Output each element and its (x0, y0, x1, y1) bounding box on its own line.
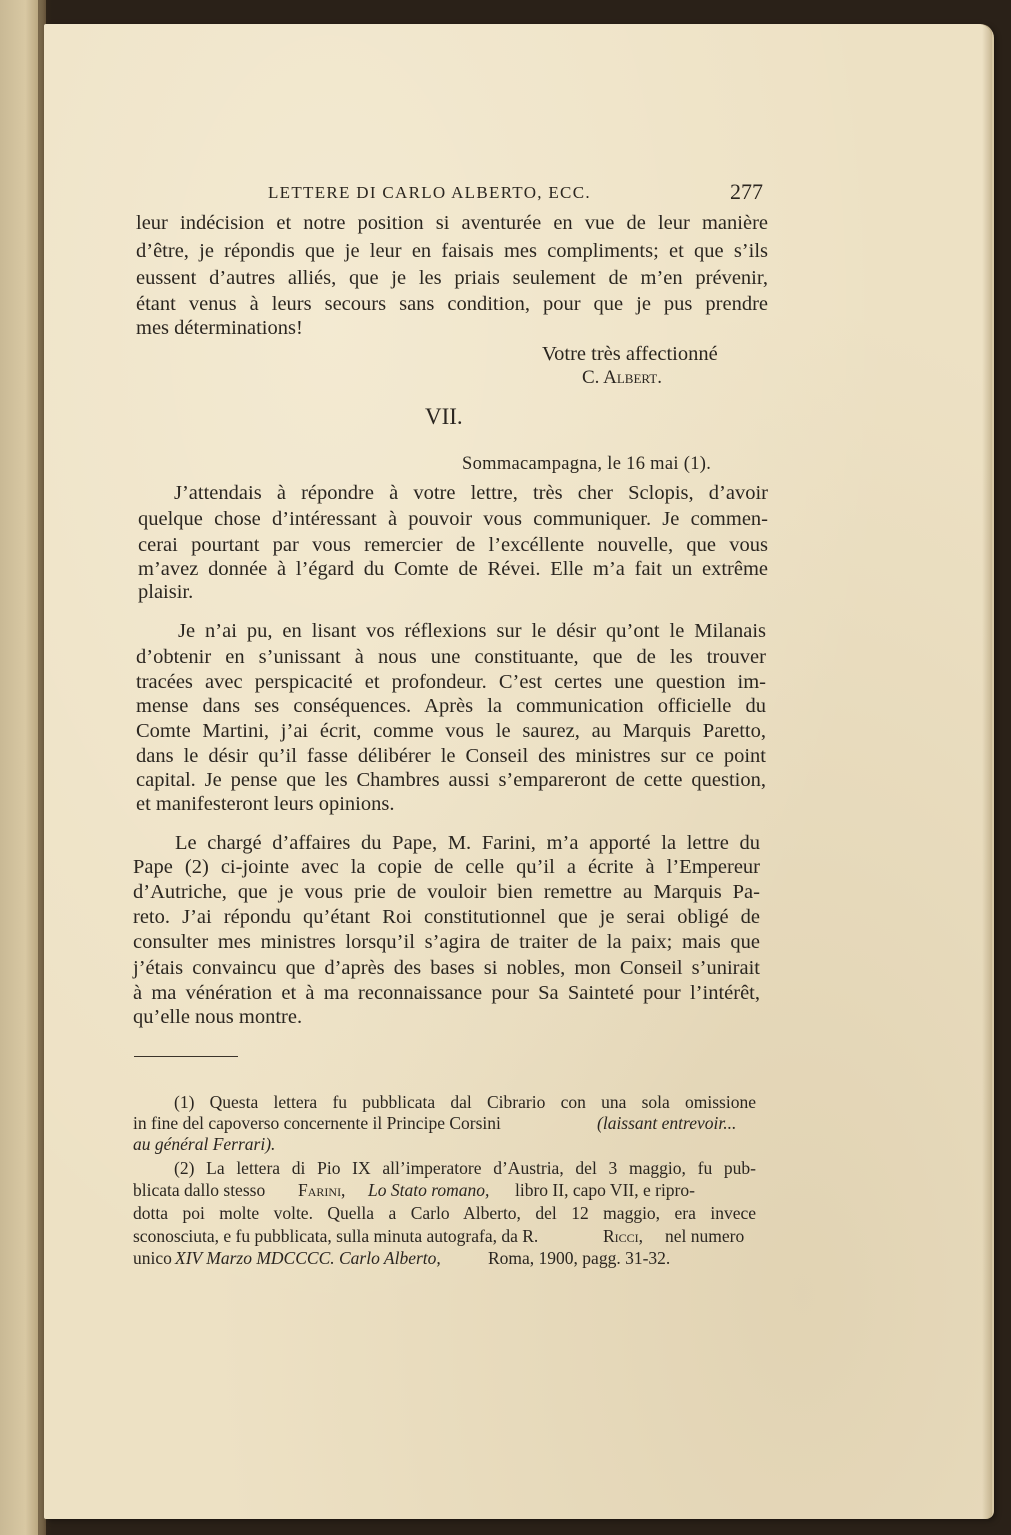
page-edge (982, 24, 992, 1519)
text-line: reto. J’ai répondu qu’étant Roi constitutionnel que je serai obligé de (133, 906, 760, 928)
signature: C. Albert. (582, 367, 662, 388)
text-line: dans le désir qu’il fasse délibérer le Conseil des ministres sur ce point (136, 745, 766, 767)
footnote-line: (1) Questa lettera fu pubblicata dal Cibrario con una sola omissione (174, 1092, 756, 1112)
footnote-line: Lo Stato romano, (368, 1180, 490, 1200)
text-line: eussent d’autres alliés, que je les priais seulement de m’en prévenir, (136, 267, 768, 289)
footnote-line: dotta poi molte volte. Quella a Carlo Alberto, del 12 maggio, era invece (133, 1203, 756, 1223)
text-line: leur indécision et notre position si aventurée en vue de leur manière (136, 212, 768, 234)
footnote-line: nel numero (665, 1226, 745, 1246)
footnote-line: Roma, 1900, pagg. 31-32. (488, 1248, 671, 1268)
page-number: 277 (730, 179, 763, 204)
footnote-line: au général Ferrari). (133, 1134, 276, 1154)
footnote-line: sconosciuta, e fu pubblicata, sulla minuta autografa, da R. (133, 1226, 539, 1246)
footnote-line: blicata dallo stesso (133, 1180, 266, 1200)
footnote-line: in fine del capoverso concernente il Principe Corsini (133, 1113, 501, 1133)
footnote-line: (laissant entrevoir... (597, 1113, 737, 1133)
text-line: tracées avec perspicacité et profondeur. C’est certes une question im- (136, 671, 766, 693)
text-line: cerai pourtant par vous remercier de l’excéllente nouvelle, que vous (138, 534, 768, 556)
text-line: capital. Je pense que les Chambres aussi s’empareront de cette question, (136, 769, 766, 791)
dateline: Sommacampagna, le 16 mai (1). (462, 454, 712, 474)
text-line: qu’elle nous montre. (133, 1006, 303, 1028)
running-head: LETTERE DI CARLO ALBERTO, ECC. (268, 183, 591, 202)
footnote-line: libro II, capo VII, e ripro- (515, 1180, 695, 1200)
salutation: Votre très affectionné (542, 343, 718, 365)
text-line: mes déterminations! (136, 317, 303, 339)
text-line: quelque chose d’intéressant à pouvoir vous communiquer. Je commen- (138, 508, 768, 530)
footnote-line: (2) La lettera di Pio IX all’imperatore d’Austria, del 3 maggio, fu pub- (174, 1158, 756, 1178)
text-line: Comte Martini, j’ai écrit, comme vous le saurez, au Marquis Paretto, (136, 720, 766, 742)
text-line: m’avez donnée à l’égard du Comte de Révei. Elle m’a fait un extrême (138, 558, 768, 580)
text-line: Pape (2) ci-jointe avec la copie de celle qu’il a écrite à l’Empereur (133, 856, 760, 878)
text-line: à ma vénération et à ma reconnaissance pour Sa Sainteté pour l’intérêt, (133, 982, 760, 1004)
section-number: VII. (425, 404, 463, 429)
text-line: consulter mes ministres lorsqu’il s’agira de traiter de la paix; mais que (133, 931, 760, 953)
text-line: Le chargé d’affaires du Pape, M. Farini, m’a apporté la lettre du (175, 832, 760, 854)
footnote-line: Ricci, (603, 1226, 644, 1246)
text-line: mense dans ses conséquences. Après la communication officielle du (136, 695, 766, 717)
text-line: d’obtenir en s’unissant à nous une constituante, que de les trouver (136, 646, 766, 668)
footnote-line: Farini, (298, 1180, 346, 1200)
text-line: plaisir. (138, 581, 194, 603)
text-line: et manifesteront leurs opinions. (136, 793, 395, 815)
text-line: j’étais convaincu que d’après des bases si nobles, mon Conseil s’unirait (133, 957, 760, 979)
text-line: d’Autriche, que je vous prie de vouloir bien remettre au Marquis Pa- (133, 881, 760, 903)
text-line: Je n’ai pu, en lisant vos réflexions sur le désir qu’ont le Milanais (178, 620, 766, 642)
footnote-rule (134, 1056, 238, 1057)
footnote-line: unico (133, 1248, 172, 1268)
text-line: d’être, je répondis que je leur en faisais mes compliments; et que s’ils (136, 240, 768, 262)
text-line: J’attendais à répondre à votre lettre, très cher Sclopis, d’avoir (174, 482, 768, 504)
text-line: étant venus à leurs secours sans condition, pour que je pus prendre (136, 293, 768, 315)
footnote-line: XIV Marzo MDCCCC. Carlo Alberto, (175, 1248, 441, 1268)
